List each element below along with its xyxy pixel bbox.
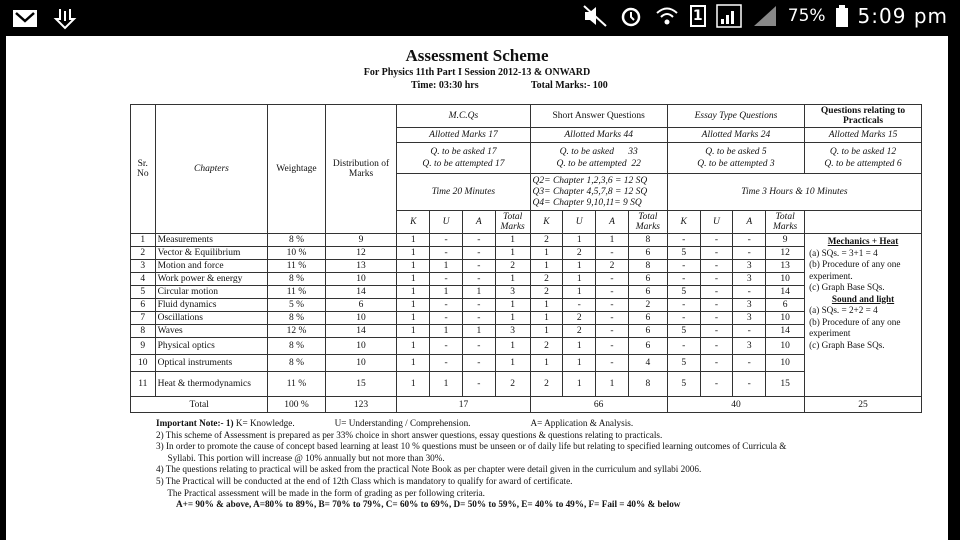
row-s-a: - [596,299,629,312]
row-m-total: 2 [495,260,530,273]
table-row [131,312,922,325]
practicals-heading-sound: Sound and light [831,293,895,304]
row-e-k: 5 [667,372,700,397]
row-m-u: - [430,234,463,247]
sim-icon: 1 [690,5,706,27]
row-weightage: 8 % [268,234,325,247]
row-e-k: 5 [667,247,700,260]
row-e-k: 5 [667,286,700,299]
row-e-total: 6 [766,299,805,312]
row-e-a: 3 [733,260,766,273]
row-e-a: - [733,247,766,260]
row-s-total: 6 [628,286,667,299]
row-m-a: - [462,299,495,312]
note-3b: Syllabi. This portion will increase @ 10% annually but not more than 30%. [156,452,445,463]
row-m-a: - [462,312,495,325]
row-distribution: 13 [325,260,397,273]
saq-chapters [530,174,667,211]
essay-allotted: Allotted Marks 24 [667,128,804,143]
row-chapter: Circular motion [155,286,268,299]
row-m-k: 1 [397,312,430,325]
row-s-k: 1 [530,299,563,312]
row-distribution: 9 [325,234,397,247]
row-e-a: - [733,372,766,397]
signal-icon [716,4,742,28]
row-m-a: - [462,260,495,273]
row-m-k: 1 [397,260,430,273]
row-srno: 7 [131,312,156,325]
practicals-a2: (a) SQs. = 2+2 = 4 [809,305,878,315]
row-m-a: 1 [462,286,495,299]
row-m-total: 1 [495,338,530,355]
row-s-total: 6 [628,325,667,338]
row-s-a: - [596,338,629,355]
row-e-k: - [667,234,700,247]
table-row [131,234,922,247]
row-e-u: - [700,299,733,312]
row-m-a: - [462,355,495,372]
prac-attempted: Q. to be attempted 6 [824,159,902,169]
note-5: 5) The Practical will be conducted at the end of 12th Class which is mandatory to qualify for award of certificate. [156,475,573,486]
row-srno: 9 [131,338,156,355]
row-m-a: - [462,273,495,286]
row-chapter: Measurements [155,234,268,247]
table-row [131,372,922,397]
row-chapter: Vector & Equilibrium [155,247,268,260]
row-srno: 2 [131,247,156,260]
note-u: U= Understanding / Comprehension. [334,418,471,428]
table-row [131,299,922,312]
essay-k-header: K [667,211,700,234]
saq-k-header: K [530,211,563,234]
header-mcq: M.C.Qs [397,105,530,128]
assessment-table [130,104,922,413]
note-k: K= Knowledge. [235,418,295,428]
practicals-b1: (b) Procedure of any one experiment. [809,259,901,281]
saq-asked: Q. to be asked 33 [559,147,638,157]
row-m-a: - [462,247,495,260]
row-m-k: 1 [397,286,430,299]
row-m-k: 1 [397,372,430,397]
row-m-a: - [462,372,495,397]
table-row [131,355,922,372]
mcq-allotted: Allotted Marks 17 [397,128,530,143]
clock: 5:09 pm [857,4,948,28]
row-e-u: - [700,338,733,355]
page-title: Assessment Scheme [405,46,549,65]
row-m-total: 3 [495,286,530,299]
mcq-attempted: Q. to be attempted 17 [422,159,505,169]
row-e-total: 10 [766,355,805,372]
battery-icon [836,5,848,27]
header-weightage: Weightage [268,105,325,234]
essay-total-header: Total Marks [766,211,805,234]
row-m-u: - [430,355,463,372]
row-s-k: 1 [530,260,563,273]
status-bar [0,0,960,36]
row-e-total: 10 [766,273,805,286]
row-s-u: - [563,299,596,312]
row-e-u: - [700,312,733,325]
row-m-k: 1 [397,338,430,355]
note-a: A= Application & Analysis. [530,418,634,428]
row-chapter: Optical instruments [155,355,268,372]
practicals-c2: (c) Graph Base SQs. [809,339,885,350]
row-e-total: 15 [766,372,805,397]
row-m-u: 1 [430,286,463,299]
row-distribution: 10 [325,355,397,372]
saq-a-header: A [596,211,629,234]
row-m-total: 1 [495,299,530,312]
row-s-total: 6 [628,312,667,325]
row-srno: 8 [131,325,156,338]
row-e-a: 3 [733,338,766,355]
download-icon [52,6,78,30]
header-chapters: Chapters [155,105,268,234]
mcq-k-header: K [397,211,430,234]
important-notes [156,418,936,511]
total-saq: 66 [530,397,667,413]
row-s-u: 1 [563,338,596,355]
total-label: Total [131,397,268,413]
row-s-total: 8 [628,372,667,397]
row-distribution: 10 [325,338,397,355]
row-m-total: 1 [495,312,530,325]
row-weightage: 11 % [268,286,325,299]
row-s-total: 6 [628,247,667,260]
row-m-u: - [430,273,463,286]
row-e-u: - [700,325,733,338]
row-weightage: 10 % [268,247,325,260]
table-row [131,260,922,273]
row-distribution: 10 [325,273,397,286]
saq-q4: Q4= Chapter 9,10,11= 9 SQ [532,197,642,208]
row-s-a: - [596,355,629,372]
total-distribution: 123 [325,397,397,413]
row-s-k: 2 [530,273,563,286]
row-e-total: 10 [766,338,805,355]
row-m-u: 1 [430,325,463,338]
row-s-u: 1 [563,234,596,247]
note-3a: 3) In order to promote the cause of concept based learning at least 10 % questions must be unseen or of daily life but relating to specified learning outcomes of Curricula & [156,441,787,452]
alarm-icon [618,4,644,28]
row-m-k: 1 [397,234,430,247]
row-s-a: - [596,312,629,325]
row-s-k: 2 [530,338,563,355]
saq-questions [530,143,667,174]
row-m-total: 1 [495,273,530,286]
row-s-k: 2 [530,234,563,247]
saq-total-header: Total Marks [628,211,667,234]
row-e-a: - [733,286,766,299]
row-s-u: 2 [563,312,596,325]
signal-strength-icon [752,4,778,28]
row-s-u: 1 [563,286,596,299]
practicals-c1: (c) Graph Base SQs. [809,282,885,292]
essay-time: Time 3 Hours & 10 Minutes [667,174,921,211]
essay-asked: Q. to be asked 5 [705,147,767,157]
row-chapter: Fluid dynamics [155,299,268,312]
row-e-total: 14 [766,286,805,299]
row-m-u: - [430,312,463,325]
row-e-a: - [733,355,766,372]
total-practicals: 25 [805,397,922,413]
row-s-k: 2 [530,372,563,397]
time-and-marks [411,80,658,91]
row-e-k: - [667,299,700,312]
total-essay: 40 [667,397,804,413]
row-srno: 1 [131,234,156,247]
prac-allotted: Allotted Marks 15 [805,128,922,143]
total-mcq: 17 [397,397,530,413]
row-e-k: - [667,260,700,273]
saq-attempted: Q. to be attempted 22 [556,159,641,169]
header-srno: Sr. No [131,105,156,234]
practicals-heading-mechanics: Mechanics + Heat [827,236,899,246]
header-practicals: Questions relating to Practicals [805,105,922,128]
saq-q2: Q2= Chapter 1,2,3,6 = 12 SQ [532,175,648,186]
essay-a-header: A [733,211,766,234]
row-srno: 11 [131,372,156,397]
chapter-rows [131,234,922,397]
row-srno: 3 [131,260,156,273]
row-e-total: 10 [766,312,805,325]
row-weightage: 5 % [268,299,325,312]
row-distribution: 10 [325,312,397,325]
row-e-total: 13 [766,260,805,273]
row-s-k: 1 [530,355,563,372]
header-essay: Essay Type Questions [667,105,804,128]
row-weightage: 8 % [268,355,325,372]
row-distribution: 14 [325,286,397,299]
row-s-a: - [596,325,629,338]
practicals-breakdown [805,234,922,397]
row-e-u: - [700,234,733,247]
row-e-total: 14 [766,325,805,338]
row-s-k: 2 [530,286,563,299]
table-row [131,286,922,299]
row-m-a: - [462,234,495,247]
table-row [131,247,922,260]
practicals-a1: (a) SQs. = 3+1 = 4 [809,247,878,258]
row-m-k: 1 [397,355,430,372]
row-e-k: - [667,338,700,355]
row-distribution: 14 [325,325,397,338]
row-m-k: 1 [397,325,430,338]
row-distribution: 15 [325,372,397,397]
row-weightage: 8 % [268,312,325,325]
row-s-u: 1 [563,260,596,273]
row-s-total: 6 [628,338,667,355]
row-e-u: - [700,273,733,286]
row-e-total: 9 [766,234,805,247]
prac-asked: Q. to be asked 12 [829,147,897,157]
row-m-u: 1 [430,260,463,273]
note-label: Important Note:- 1) [156,418,234,428]
note-4: 4) The questions relating to practical will be asked from the practical Note Book as per chapter were detail given in the curriculum and syllabi 2006. [156,464,702,475]
row-e-a: 3 [733,312,766,325]
row-s-total: 4 [628,355,667,372]
row-s-u: 1 [563,273,596,286]
essay-questions [667,143,804,174]
row-s-a: - [596,273,629,286]
row-e-a: 3 [733,299,766,312]
table-row [131,325,922,338]
row-weightage: 12 % [268,325,325,338]
header-distribution: Distribution of Marks [325,105,397,234]
row-s-k: 1 [530,312,563,325]
essay-u-header: U [700,211,733,234]
header-saq: Short Answer Questions [530,105,667,128]
row-s-k: 1 [530,325,563,338]
grading-criteria: A+= 90% & above, A=80% to 89%, B= 70% to 79%, C= 60% to 69%, D= 50% to 59%, E= 40% to 49%, F= Fail = 40% & below [176,499,681,510]
prac-questions [805,143,922,174]
mcq-u-header: U [430,211,463,234]
total-marks: Total Marks:- 100 [530,80,608,91]
row-e-k: 5 [667,355,700,372]
row-s-u: 2 [563,325,596,338]
total-weightage: 100 % [268,397,325,413]
row-m-u: - [430,247,463,260]
essay-attempted: Q. to be attempted 3 [697,159,775,169]
row-m-k: 1 [397,299,430,312]
document-page [6,36,948,540]
row-e-total: 12 [766,247,805,260]
row-s-u: 1 [563,372,596,397]
row-m-a: 1 [462,325,495,338]
row-e-u: - [700,260,733,273]
row-s-a: 1 [596,234,629,247]
row-srno: 6 [131,299,156,312]
row-srno: 5 [131,286,156,299]
table-row [131,338,922,355]
row-s-u: 2 [563,247,596,260]
row-srno: 4 [131,273,156,286]
mail-icon [12,6,38,30]
row-s-k: 1 [530,247,563,260]
row-srno: 10 [131,355,156,372]
row-m-u: - [430,338,463,355]
row-e-k: 5 [667,325,700,338]
row-chapter: Physical optics [155,338,268,355]
row-chapter: Oscillations [155,312,268,325]
row-chapter: Waves [155,325,268,338]
mcq-questions [397,143,530,174]
mute-icon [582,4,608,28]
row-e-u: - [700,247,733,260]
row-s-total: 2 [628,299,667,312]
row-m-a: - [462,338,495,355]
row-e-u: - [700,355,733,372]
wifi-icon [654,4,680,28]
mcq-time: Time 20 Minutes [397,174,530,211]
mcq-total-header: Total Marks [495,211,530,234]
row-m-total: 3 [495,325,530,338]
subtitle: For Physics 11th Part I Session 2012-13 & ONWARD [363,67,591,78]
row-s-a: 2 [596,260,629,273]
row-e-a: - [733,234,766,247]
saq-q3: Q3= Chapter 4,5,7,8 = 12 SQ [532,186,648,197]
mcq-a-header: A [462,211,495,234]
row-s-u: 1 [563,355,596,372]
saq-allotted: Allotted Marks 44 [530,128,667,143]
row-chapter: Heat & thermodynamics [155,372,268,397]
row-chapter: Work power & energy [155,273,268,286]
row-e-a: 3 [733,273,766,286]
row-m-total: 1 [495,234,530,247]
note-6: The Practical assessment will be made in the form of grading as per following criteria. [156,487,485,498]
row-e-a: - [733,325,766,338]
note-2: 2) This scheme of Assessment is prepared as per 33% choice in short answer questions, essay questions & questions relating to practicals. [156,429,663,440]
row-weightage: 11 % [268,372,325,397]
row-chapter: Motion and force [155,260,268,273]
row-m-u: - [430,299,463,312]
row-m-k: 1 [397,273,430,286]
row-e-k: - [667,312,700,325]
row-s-a: - [596,247,629,260]
practicals-b2: (b) Procedure of any one experiment [809,316,901,338]
exam-time: Time: 03:30 hrs [411,80,479,91]
row-s-total: 8 [628,260,667,273]
row-m-k: 1 [397,247,430,260]
row-m-total: 2 [495,372,530,397]
row-e-u: - [700,372,733,397]
row-weightage: 11 % [268,260,325,273]
saq-u-header: U [563,211,596,234]
row-distribution: 12 [325,247,397,260]
mcq-asked: Q. to be asked 17 [430,147,497,157]
row-s-total: 6 [628,273,667,286]
row-weightage: 8 % [268,273,325,286]
row-s-total: 8 [628,234,667,247]
row-s-a: - [596,286,629,299]
row-m-u: 1 [430,372,463,397]
row-m-total: 1 [495,247,530,260]
row-s-a: 1 [596,372,629,397]
table-row [131,273,922,286]
battery-percent: 75% [787,6,826,26]
row-m-total: 1 [495,355,530,372]
row-weightage: 8 % [268,338,325,355]
row-e-u: - [700,286,733,299]
row-distribution: 6 [325,299,397,312]
row-e-k: - [667,273,700,286]
